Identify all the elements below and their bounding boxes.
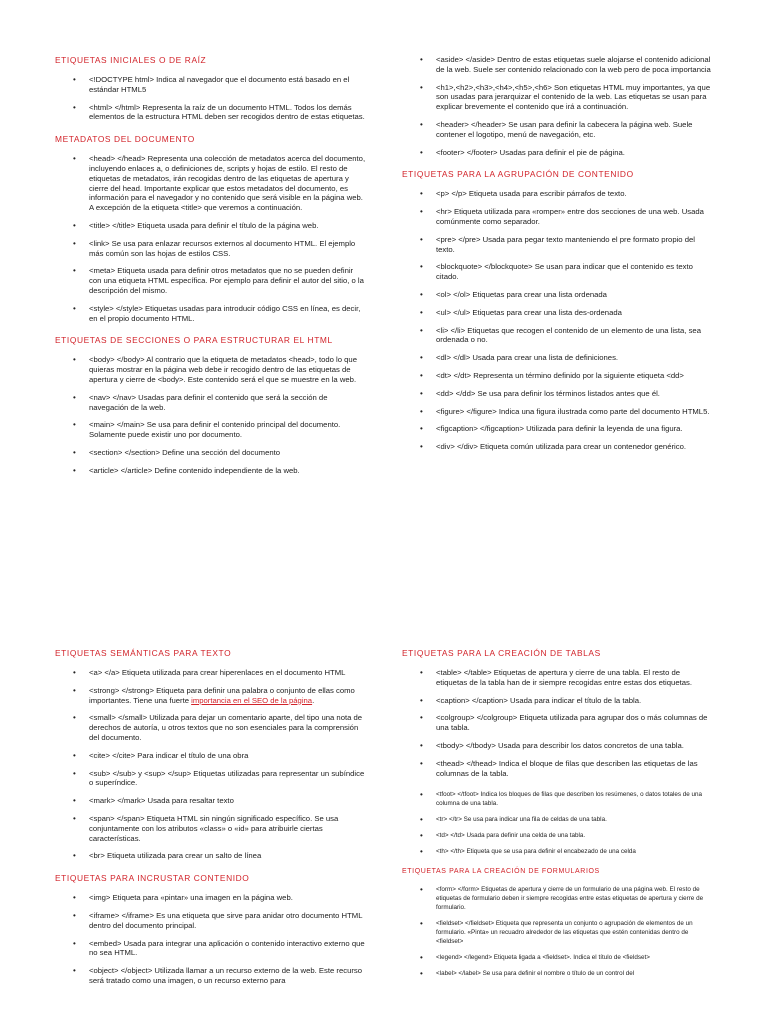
list-item: • <hr> Etiqueta utilizada para «romper» entre dos secciones de una web. Usada comúnmente como separador. — [402, 207, 712, 227]
list-item: • <main> </main> Se usa para definir el contenido principal del documento. Solamente puede existir uno por documento. — [55, 420, 367, 440]
list-item: • <article> </article> Define contenido independiente de la web. — [55, 466, 367, 476]
list-item: • <table> </table> Etiquetas de apertura y cierre de una tabla. El resto de etiquetas de la tabla han de ir siempre recogidas entre estas dos etiquetas. — [402, 668, 712, 688]
list-structure-continued — [402, 55, 712, 157]
list-semantic-text — [55, 668, 367, 861]
list-forms — [402, 885, 712, 978]
list-item: • <div> </div> Etiqueta común utilizada para crear un contenedor genérico. — [402, 442, 712, 452]
list-item: • <legend> </legend> Etiqueta ligada a <fieldset>. Indica el título de <fieldset> — [402, 953, 712, 962]
section-heading-root-tags: ETIQUETAS INICIALES O DE RAÍZ — [55, 55, 207, 65]
list-item: • <iframe> </iframe> Es una etiqueta que sirve para anidar otro documento HTML dentro del documento principal. — [55, 911, 367, 931]
section-heading-forms: ETIQUETAS PARA LA CREACIÓN DE FORMULARIOS — [402, 868, 600, 876]
list-item: • <nav> </nav> Usadas para definir el contenido que será la sección de navegación de la web. — [55, 393, 367, 413]
column-left — [55, 648, 367, 998]
list-item: • <head> </head> Representa una colección de metadatos acerca del documento, incluyendo enlaces a, o definiciones de, scripts y hojas de estilo. El resto de etiquetas de metadatos, irán recogidas dentro de las etiquetas de apertura y cierre del head. Importante explicar que estos metadatos del documento, es información para el navegador y no contenido que será visible en la página web. A excepción de la etiqueta <title> que veremos a continuación. — [55, 154, 367, 213]
list-item: • <pre> </pre> Usada para pegar texto manteniendo el pre formato propio del texto. — [402, 235, 712, 255]
list-item: • <sub> </sub> y <sup> </sup> Etiquetas utilizadas para representar un subíndice o superíndice. — [55, 769, 367, 789]
list-item: • <title> </title> Etiqueta usada para definir el título de la página web. — [55, 221, 367, 231]
section-heading-structure: ETIQUETAS DE SECCIONES O PARA ESTRUCTURAR EL HTML — [55, 335, 333, 346]
list-tables-small — [402, 790, 712, 856]
seo-importance-link[interactable]: importancia en el SEO de la página — [191, 695, 313, 705]
list-item: • <label> </label> Se usa para definir el nombre o título de un control del — [402, 969, 712, 978]
list-item: • <blockquote> </blockquote> Se usan para indicar que el contenido es texto citado. — [402, 262, 712, 282]
document-page-bottom — [0, 590, 768, 1024]
list-item: • <tfoot> </tfoot> Indica los bloques de filas que describen los resúmenes, o datos totales de una columna de una tabla. — [402, 790, 712, 808]
list-item: • <tr> </tr> Se usa para indicar una fila de celdas de una tabla. — [402, 815, 712, 824]
list-item: • <object> </object> Utilizada llamar a un recurso externo de la web. Este recurso será tratado como una imagen, o un recurso externo para — [55, 966, 367, 986]
item-text: . — [312, 695, 315, 705]
list-item: • <figure> </figure> Indica una figura ilustrada como parte del documento HTML5. — [402, 407, 712, 417]
list-item: • <section> </section> Define una sección del documento — [55, 448, 367, 458]
list-item: • <header> </header> Se usan para definir la cabecera la página web. Suele contener el logotipo, menú de navegación, etc. — [402, 120, 712, 140]
column-right — [402, 648, 712, 990]
list-item: • <meta> Etiqueta usada para definir otros metadatos que no se pueden definir con una etiqueta HTML específica. Por ejemplo para definir el autor del sitio, o la descripción del mismo. — [55, 266, 367, 295]
list-item: • <form> </form> Etiquetas de apertura y cierre de un formulario de una página web. El resto de etiquetas de formulario deben ir siempre recogidas entre estas etiquetas de apertura y cierre de formulario. — [402, 885, 712, 912]
list-item: • <body> </body> Al contrario que la etiqueta de metadatos <head>, todo lo que quieras mostrar en la página web debe ir recogido dentro de las etiquetas de apertura y cierre de <body>. Este contenido será el que se muestre en la web. — [55, 355, 367, 384]
list-item: • <ol> </ol> Etiquetas para crear una lista ordenada — [402, 290, 712, 300]
list-item: • <a> </a> Etiqueta utilizada para crear hiperenlaces en el documento HTML — [55, 668, 367, 678]
list-item: • <dd> </dd> Se usa para definir los términos listados antes que él. — [402, 389, 712, 399]
list-metadata — [55, 154, 367, 323]
column-left — [55, 55, 367, 488]
list-item: • <fieldset> </fieldset> Etiqueta que representa un conjunto o agrupación de elementos de un formulario. «Pinta» un recuadro alrededor de las etiquetas que estén contenidas dentro de <fieldset> — [402, 919, 712, 946]
section-heading-metadata: METADATOS DEL DOCUMENTO — [55, 134, 195, 145]
list-item: • <ul> </ul> Etiquetas para crear una lista des-ordenada — [402, 308, 712, 318]
list-structure — [55, 355, 367, 475]
list-item: • <link> Se usa para enlazar recursos externos al documento HTML. El ejemplo más común son las hojas de estilos CSS. — [55, 239, 367, 259]
section-heading-grouping: ETIQUETAS PARA LA AGRUPACIÓN DE CONTENIDO — [402, 169, 634, 180]
column-right — [402, 55, 712, 464]
list-item: • <tbody> </tbody> Usada para describir los datos concretos de una tabla. — [402, 741, 712, 751]
list-item: • <cite> </cite> Para indicar el título de una obra — [55, 751, 367, 761]
list-item: • <td> </td> Usada para definir una celda de una tabla. — [402, 831, 712, 840]
list-item: • <mark> </mark> Usada para resaltar texto — [55, 796, 367, 806]
list-item: • <style> </style> Etiquetas usadas para introducir código CSS en línea, es decir, en el propio documento HTML. — [55, 304, 367, 324]
item-text: <strong> </strong> Etiqueta para definir una palabra o conjunto de ellas como importantes. Tiene una fuerte — [89, 685, 355, 705]
list-item: • <h1>,<h2>,<h3>,<h4>,<h5>,<h6> Son etiquetas HTML muy importantes, ya que son usadas para jerarquizar el contenido de la web. Las etiquetas se usan para explicar brevemente el contenido que irá a continuación. — [402, 83, 712, 112]
list-item: • <thead> </thead> Indica el bloque de filas que describen las etiquetas de las columnas de la tabla. — [402, 759, 712, 779]
list-item: • <br> Etiqueta utilizada para crear un salto de línea — [55, 851, 367, 861]
section-heading-tables: ETIQUETAS PARA LA CREACIÓN DE TABLAS — [402, 648, 601, 658]
list-item: • <html> </html> Representa la raíz de un documento HTML. Todos los demás elementos de la estructura HTML deben ser recogidos dentro de estas etiquetas. — [55, 103, 367, 123]
list-item: • <small> </small> Utilizada para dejar un comentario aparte, del tipo una nota de derechos de autoría, u otros textos que no son esenciales para la comprensión del documento. — [55, 713, 367, 742]
list-item: • <figcaption> </figcaption> Utilizada para definir la leyenda de una figura. — [402, 424, 712, 434]
list-item — [55, 686, 367, 706]
list-item: • <p> </p> Etiqueta usada para escribir párrafos de texto. — [402, 189, 712, 199]
section-heading-embed: ETIQUETAS PARA INCRUSTAR CONTENIDO — [55, 873, 250, 884]
list-item: • <caption> </caption> Usada para indicar el título de la tabla. — [402, 696, 712, 706]
list-item: • <dt> </dt> Representa un término definido por la siguiente etiqueta <dd> — [402, 371, 712, 381]
list-item: • <img> Etiqueta para «pintar» una imagen en la página web. — [55, 893, 367, 903]
list-item: • <th> </th> Etiqueta que se usa para definir el encabezado de una celda — [402, 847, 712, 856]
list-item: • <li> </li> Etiquetas que recogen el contenido de un elemento de una lista, sea ordenada o no. — [402, 326, 712, 346]
list-item: • <colgroup> </colgroup> Etiqueta utilizada para agrupar dos o más columnas de una tabla. — [402, 713, 712, 733]
list-tables — [402, 668, 712, 778]
list-item: • <dl> </dl> Usada para crear una lista de definiciones. — [402, 353, 712, 363]
list-item: • <span> </span> Etiqueta HTML sin ningún significado específico. Se usa conjuntamente con los atributos «class» o «id» para atribuirle ciertas características. — [55, 814, 367, 843]
list-item: • <!DOCTYPE html> Indica al navegador que el documento está basado en el estándar HTML5 — [55, 75, 367, 95]
section-heading-semantic-text: ETIQUETAS SEMÁNTICAS PARA TEXTO — [55, 648, 232, 658]
list-item: • <aside> </aside> Dentro de estas etiquetas suele alojarse el contenido adicional de la web. Suele ser contenido relacionado con la web pero de poca importancia — [402, 55, 712, 75]
list-embed — [55, 893, 367, 986]
list-item: • <embed> Usada para integrar una aplicación o contenido interactivo externo que no sea HTML. — [55, 939, 367, 959]
list-root-tags — [55, 75, 367, 122]
list-item: • <footer> </footer> Usadas para definir el pie de página. — [402, 148, 712, 158]
list-grouping — [402, 189, 712, 452]
